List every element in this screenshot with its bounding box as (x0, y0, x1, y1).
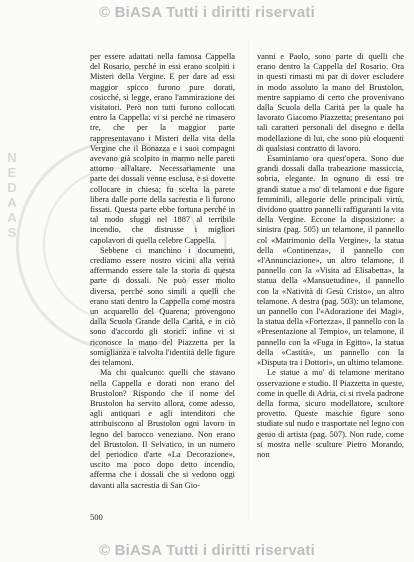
paragraph: vanni e Paolo, sono parte di quelli che erano dentro la Cappella del Rosario. Ora in questi rimasti mi par di dover escludere in modo assoluto la mano del Brustolon, mentre sappiamo di certo che provenivano dalla Scuola della Carità per la quale ha lavorato Giacomo Piazzetta; presentano poi tali caratteri personali del disegno e della modellazione di lui, che sono più eloquenti di qualsiasi contratto di lavoro. (257, 52, 404, 153)
left-column (90, 52, 235, 491)
column-gutter (248, 40, 249, 520)
right-column (257, 52, 404, 460)
paragraph: Sebbene ci manchino i documenti, crediamo essere nostro vicini alla verità affermando essere tale la storia di questa parte di dossali. Ne può esser molto diversa, perché sono simili a quelli che erano stati dentro la Cappella come mostra un acquarello del Quarena; provengono dalla Scuola Grande della Carità, e in ciò sono d'accordo gli storici: infine vi si riconosce la mano del Piazzetta per la somiglianza e talvolta l'identità delle figure dei telamoni. (90, 245, 235, 368)
watermark-bottom: © BiASA Tutti i diritti riservati (98, 542, 315, 559)
page-number: 500 (90, 512, 103, 522)
stamp-letters: N E D A A S (7, 150, 17, 240)
watermark-top: © BiASA Tutti i diritti riservati (98, 4, 315, 21)
paragraph: per essere adattati nella famosa Cappella del Rosario, perché in essi erano scolpiti i Misteri della Vergine. E per dare ad essi maggior spicco furono pure dorati, cosicché, si legge, erano l'ammirazione dei visitatori. Però non tutti furono collocati entro la Cappella: vi si perché ne rimasero tre, che per la maggior parte rappresentavano i Misteri della vita della Vergine che il Bonazza e i suoi compagni avevano già scolpito in marmo nelle pareti attorno all'altare. Necessariamente una parte dei dossali venne esclusa, e si dovette collocare in chiesa; fu scelta la parete libera dalle porte della sacrestia e lì furono fissati. Questa parte ebbe fortuna perché in tal modo sfuggì nel 1887 al terribile incendio, che distrusse i migliori capolavori di quella celebre Cappella. (90, 52, 235, 245)
paragraph: Ma chi qualcuno: quelli che stavano nella Cappella e dorati non erano del Brustolon? Rispondo che il nome del Brustolon ha servito allora, come adesso, agli antiquari e agli intenditori che attribuiscono al Brustolon ogni lavoro in legno del barocco veneziano. Non erano del Brustolon. Il Selvatico, in un numero del periodico d'arte «La Decorazione», uscito ma poco dopo detto incendio, afferma che i dossali che si vedono oggi davanti alla sacrestia di San Gio- (90, 368, 235, 490)
paragraph: Le statue a mo' di telamone meritano osservazione e studio. Il Piazzetta in queste, come in quelle di Adria, ci si rivela padrone della forma, sicuro modellatore, scultore provetto. Queste maschie figure sono studiate sul nudo e trasportate nel legno con genio di artista (pag. 507). Non rude, come si mostra nelle sculture Pietro Morando, non (257, 368, 404, 459)
paragraph: Esaminiamo ora quest'opera. Sono due grandi dossali dalla trabeazione massiccia, sobria, elegante. In ognuno di essi tre grandi statue a mo' di telamoni e due figure femminili, allegorie delle principali virtù, dividono quattro pannelli raffiguranti la vita della Vergine. Eccone la disposizione: a sinistra (pag. 505) un telamone, il pannello col «Matrimonio della Vergine», la statua della «Continenza», il pannello con «l'Annunciazione», un altro telamone, il pannello con la «Visita ad Elisabetta», la statua della «Mansuetudine», il pannello con la «Natività di Gesù Cristo», un altro telamone. A destra (pag. 503): un telamone, un pannello con l'«Adorazione dei Magi», la statua della «Fortezza», il pannello con la «Presentazione al Tempio», un telamone, il pannello con la «Fuga in Egitto», la statua della «Castità», un pannello con la «Disputa tra i Dottori», un ultimo telamone. (257, 154, 404, 368)
